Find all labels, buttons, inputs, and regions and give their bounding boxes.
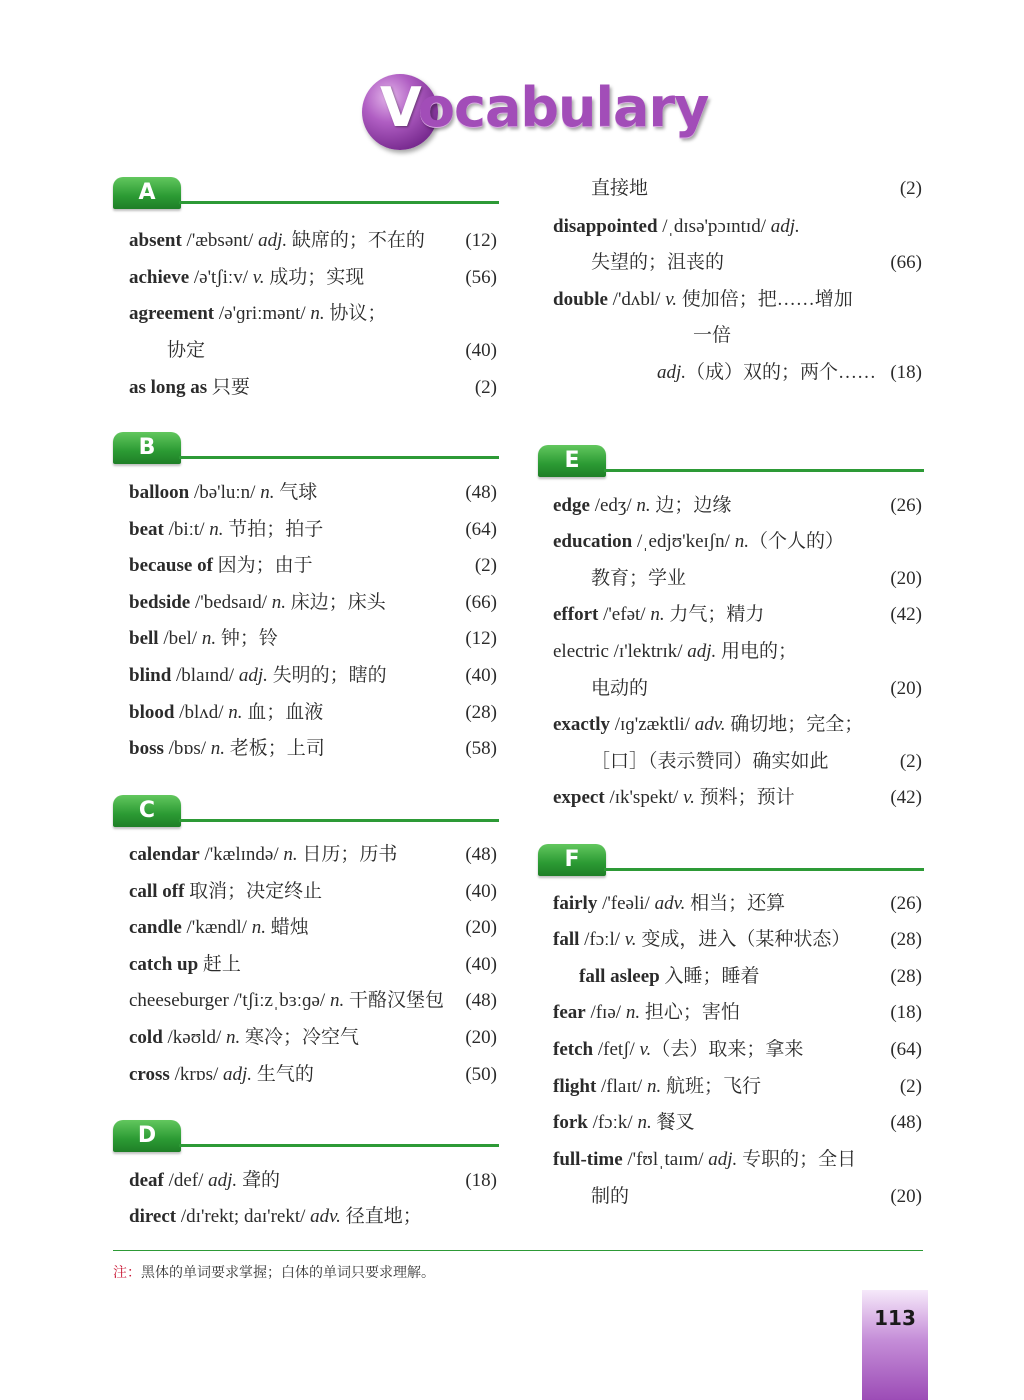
- part-of-speech: n.: [209, 519, 224, 540]
- page-ref: (40): [465, 881, 497, 902]
- part-of-speech: adj.: [208, 1170, 238, 1191]
- definition: 血；血液: [242, 702, 324, 723]
- part-of-speech: n.: [201, 628, 217, 649]
- vocab-entry: [553, 1108, 922, 1138]
- page-ref: (48): [465, 482, 497, 503]
- vocab-entry: [553, 998, 922, 1028]
- definition: 节拍；拍子: [223, 519, 324, 540]
- phonetic: /'dʌbl/: [607, 289, 666, 310]
- section-rule: [604, 469, 924, 472]
- definition: 用电的；: [716, 641, 798, 662]
- vocab-entry: [129, 478, 497, 508]
- page-ref: (26): [890, 893, 922, 914]
- part-of-speech: n.: [271, 592, 287, 613]
- page-ref: (18): [465, 1170, 497, 1191]
- vocab-entry: [129, 551, 497, 581]
- definition: 入睡；睡着: [664, 966, 760, 987]
- vocab-entry: [129, 299, 497, 329]
- page-ref: (42): [890, 787, 922, 808]
- definition: 失望的；沮丧的: [591, 252, 725, 273]
- phonetic: /kəʊld/: [162, 1027, 226, 1048]
- headword: edge: [553, 495, 590, 516]
- phonetic: /ə'tʃiːv/: [189, 267, 253, 288]
- vocab-entry: [591, 248, 922, 278]
- phonetic: /fetʃ/: [593, 1039, 640, 1060]
- definition: 使加倍；把……增加: [676, 289, 853, 310]
- section-letter-tab: E: [538, 445, 606, 477]
- headword: cold: [129, 1027, 163, 1048]
- part-of-speech: v.: [683, 787, 695, 808]
- definition: 确切地；完全；: [725, 714, 864, 735]
- vocab-entry: [553, 212, 922, 242]
- definition: 蜡烛: [265, 917, 309, 938]
- definition: 协定: [167, 340, 206, 361]
- page-ref: (40): [465, 340, 497, 361]
- headword: disappointed: [553, 216, 658, 237]
- headword: expect: [553, 787, 605, 808]
- definition: 取消；决定终止: [189, 881, 323, 902]
- definition: 相当；还算: [685, 893, 786, 914]
- definition: 聋的: [237, 1170, 280, 1191]
- phonetic: /'æbsənt/: [181, 230, 259, 251]
- phonetic: /bə'luːn/: [189, 482, 261, 503]
- page-ref: (58): [465, 738, 497, 759]
- vocab-entry: [129, 624, 497, 654]
- headword: cross: [129, 1064, 170, 1085]
- vocab-entry: [553, 1035, 922, 1065]
- phonetic: /ɪk'spekt/: [604, 787, 684, 808]
- definition: 因为；由于: [217, 555, 313, 576]
- title-text: [380, 76, 708, 139]
- definition: 制的: [591, 1186, 630, 1207]
- page-ref: (20): [465, 1027, 497, 1048]
- page-ref: (28): [890, 929, 922, 950]
- vocab-entry: [167, 336, 497, 366]
- part-of-speech: n.: [625, 1002, 641, 1023]
- vocab-entry: [129, 226, 497, 256]
- section-rule: [179, 819, 499, 822]
- headword: education: [553, 531, 633, 552]
- vocab-entry: [129, 1060, 497, 1090]
- part-of-speech: n.: [329, 990, 345, 1011]
- part-of-speech: n.: [283, 844, 298, 865]
- page-ref: (64): [890, 1039, 922, 1060]
- headword: deaf: [129, 1170, 164, 1191]
- note-label: 注：: [113, 1265, 141, 1281]
- phonetic: /bel/: [158, 628, 202, 649]
- page-ref: (12): [465, 230, 497, 251]
- definition: 缺席的；不在的: [287, 230, 425, 251]
- phonetic: /blaɪnd/: [171, 665, 239, 686]
- headword: double: [553, 289, 608, 310]
- headword: calendar: [129, 844, 200, 865]
- definition: 边；边缘: [650, 495, 732, 516]
- headword: blind: [129, 665, 172, 686]
- phonetic: /'kælɪndə/: [199, 844, 284, 865]
- vocab-entry: [553, 889, 922, 919]
- headword: flight: [553, 1076, 597, 1097]
- definition: 预料；预计: [694, 787, 795, 808]
- page-ref: (20): [890, 678, 922, 699]
- part-of-speech: n.: [646, 1076, 662, 1097]
- definition: 航班；飞行: [661, 1076, 761, 1097]
- page-ref: (64): [465, 519, 497, 540]
- section-letter-tab: D: [113, 1120, 181, 1152]
- definition: 担心；害怕: [640, 1002, 740, 1023]
- page-ref: (26): [890, 495, 922, 516]
- part-of-speech: adj.: [258, 230, 288, 251]
- headword: achieve: [129, 267, 190, 288]
- phonetic: /'bedsaɪd/: [190, 592, 272, 613]
- vocab-entry: [129, 877, 497, 907]
- page-ref: (40): [465, 665, 497, 686]
- page-ref: (2): [474, 377, 497, 398]
- section-rule: [179, 201, 499, 204]
- vocab-entry: [579, 962, 922, 992]
- phonetic: /fɔːk/: [587, 1112, 638, 1133]
- definition: 寒冷；冷空气: [240, 1027, 359, 1048]
- part-of-speech: adj.: [708, 1149, 738, 1170]
- definition: 教育；学业: [591, 568, 687, 589]
- headword: candle: [129, 917, 182, 938]
- page-ref: (66): [465, 592, 497, 613]
- headword: fork: [553, 1112, 588, 1133]
- section-rule: [179, 1144, 499, 1147]
- definition: （个人的）: [748, 531, 844, 552]
- definition: 气球: [274, 482, 318, 503]
- section-rule: [604, 868, 924, 871]
- page-ref: (48): [465, 844, 497, 865]
- part-of-speech: n.: [210, 738, 225, 759]
- note-text: 黑体的单词要求掌握；白体的单词只要求理解。: [141, 1265, 435, 1281]
- definition: 直接地: [591, 178, 649, 199]
- vocab-entry: [129, 1202, 497, 1232]
- headword: fetch: [553, 1039, 594, 1060]
- part-of-speech: adv.: [310, 1206, 341, 1227]
- page-ref: (18): [890, 362, 922, 383]
- definition: 干酪汉堡包: [344, 990, 444, 1011]
- phonetic: /blʌd/: [174, 702, 229, 723]
- vocab-entry: [657, 358, 922, 388]
- phonetic: /dɪ'rekt; daɪ'rekt/: [176, 1206, 311, 1227]
- vocab-entry: [129, 373, 497, 403]
- page-ref: (48): [890, 1112, 922, 1133]
- vocab-entry: [129, 1166, 497, 1196]
- page-ref: (20): [890, 1186, 922, 1207]
- vocab-entry: [129, 734, 497, 764]
- section-header-a: [113, 177, 499, 211]
- page-ref: (28): [890, 966, 922, 987]
- phonetic: /'efət/: [598, 604, 651, 625]
- vocab-entry: [553, 783, 922, 813]
- definition: 赶上: [202, 954, 241, 975]
- phonetic: /'kændl/: [181, 917, 252, 938]
- vocab-entry: [553, 527, 922, 557]
- part-of-speech: v.: [665, 289, 677, 310]
- definition: 一倍: [693, 325, 732, 346]
- phonetic: /ˌdɪsə'pɔɪntɪd/: [657, 216, 771, 237]
- page-number: 113: [874, 1306, 916, 1330]
- vocab-entry: [553, 491, 922, 521]
- vocab-entry: [553, 925, 922, 955]
- part-of-speech: n.: [637, 1112, 652, 1133]
- definition: 老板；上司: [225, 738, 325, 759]
- headword: blood: [129, 702, 175, 723]
- part-of-speech: adv.: [694, 714, 726, 735]
- part-of-speech: n.: [228, 702, 243, 723]
- vocab-entry: [591, 564, 922, 594]
- part-of-speech: n.: [734, 531, 749, 552]
- phonetic: /def/: [163, 1170, 209, 1191]
- headword: fairly: [553, 893, 598, 914]
- vocab-entry: [553, 600, 922, 630]
- definition: 日历；历书: [297, 844, 398, 865]
- headword: agreement: [129, 303, 215, 324]
- phonetic: /'feəli/: [597, 893, 655, 914]
- vocab-entry: [591, 747, 922, 777]
- section-letter-tab: B: [113, 432, 181, 464]
- part-of-speech: adj.: [770, 216, 800, 237]
- title-first-letter: V: [380, 76, 418, 139]
- part-of-speech: v.: [624, 929, 637, 950]
- phonetic: /ɪɡ'zæktli/: [609, 714, 695, 735]
- vocab-entry: [553, 637, 922, 667]
- phonetic: /bɒs/: [163, 738, 211, 759]
- vocab-entry: [693, 321, 922, 351]
- headword: fall asleep: [579, 966, 660, 987]
- phonetic: electric /ɪ'lektrɪk/: [553, 641, 688, 662]
- section-rule: [179, 456, 499, 459]
- definition: 协议；: [324, 303, 387, 324]
- page-ref: (18): [890, 1002, 922, 1023]
- part-of-speech: n.: [310, 303, 325, 324]
- page-ref: (2): [899, 1076, 922, 1097]
- definition: 力气；精力: [664, 604, 765, 625]
- part-of-speech: adv.: [654, 893, 686, 914]
- definition: 变成，进入（某种状态）: [636, 929, 851, 950]
- part-of-speech: n.: [650, 604, 665, 625]
- title-rest: ocabulary: [417, 76, 709, 139]
- page-ref: (56): [465, 267, 497, 288]
- page-ref: (40): [465, 954, 497, 975]
- definition: 床边；床头: [286, 592, 386, 613]
- definition: 失明的；瞎的: [267, 665, 387, 686]
- section-header-b: [113, 432, 499, 466]
- page-ref: (50): [465, 1064, 497, 1085]
- headword: fall: [553, 929, 580, 950]
- vocab-entry: [129, 950, 497, 980]
- vocab-entry: [553, 1072, 922, 1102]
- part-of-speech: v.: [639, 1039, 652, 1060]
- phonetic: /edʒ/: [589, 495, 637, 516]
- headword: beat: [129, 519, 164, 540]
- headword: bell: [129, 628, 159, 649]
- section-header-f: [538, 844, 924, 878]
- headword: effort: [553, 604, 599, 625]
- page-ref: (20): [890, 568, 922, 589]
- part-of-speech: n.: [260, 482, 275, 503]
- page-number-box: [862, 1290, 928, 1400]
- headword: catch up: [129, 954, 199, 975]
- page-title: [360, 68, 709, 154]
- definition: 电动的: [591, 678, 649, 699]
- phonetic: /fɔːl/: [579, 929, 625, 950]
- headword: bedside: [129, 592, 191, 613]
- vocab-entry: [553, 710, 922, 740]
- page-ref: (2): [474, 555, 497, 576]
- definition: 成功；实现: [264, 267, 365, 288]
- section-letter-tab: A: [113, 177, 181, 209]
- part-of-speech: v.: [252, 267, 265, 288]
- headword: boss: [129, 738, 164, 759]
- vocab-entry: [129, 986, 497, 1016]
- definition: 生气的: [252, 1064, 314, 1085]
- definition: ［口］（表示赞同）确实如此: [591, 751, 829, 772]
- section-header-c: [113, 795, 499, 829]
- page-ref: (20): [465, 917, 497, 938]
- vocab-entry: [129, 1023, 497, 1053]
- vocab-entry: [591, 174, 922, 204]
- phonetic: /'fʊlˌtaɪm/: [622, 1149, 709, 1170]
- headword: exactly: [553, 714, 610, 735]
- headword: fear: [553, 1002, 586, 1023]
- phonetic: /krɒs/: [169, 1064, 224, 1085]
- part-of-speech: adj.: [657, 362, 687, 383]
- vocab-entry: [129, 515, 497, 545]
- page-ref: (28): [465, 702, 497, 723]
- definition: 只要: [211, 377, 250, 398]
- vocab-entry: [553, 285, 922, 315]
- phonetic: cheeseburger /'tʃiːzˌbɜːɡə/: [129, 990, 330, 1011]
- headword: absent: [129, 230, 182, 251]
- vocab-entry: [591, 1182, 922, 1212]
- page-ref: (2): [899, 751, 922, 772]
- vocab-entry: [553, 1145, 922, 1175]
- phonetic: /flaɪt/: [596, 1076, 647, 1097]
- phonetic: /fɪə/: [585, 1002, 626, 1023]
- definition: （去）取来；拿来: [651, 1039, 804, 1060]
- part-of-speech: adj.: [238, 665, 268, 686]
- vocab-entry: [129, 698, 497, 728]
- definition: 钟；铃: [216, 628, 278, 649]
- page-ref: (12): [465, 628, 497, 649]
- footer-note: [113, 1262, 435, 1282]
- headword: balloon: [129, 482, 190, 503]
- phonetic: /ə'ɡriːmənt/: [214, 303, 311, 324]
- vocab-entry: [129, 661, 497, 691]
- part-of-speech: n.: [251, 917, 266, 938]
- part-of-speech: adj.: [223, 1064, 253, 1085]
- vocab-entry: [129, 913, 497, 943]
- headword: direct: [129, 1206, 177, 1227]
- part-of-speech: adj.: [687, 641, 717, 662]
- definition: 专职的；全日: [737, 1149, 857, 1170]
- vocab-entry: [129, 263, 497, 293]
- part-of-speech: n.: [225, 1027, 241, 1048]
- definition: 餐叉: [651, 1112, 695, 1133]
- headword: call off: [129, 881, 185, 902]
- page-ref: (2): [899, 178, 922, 199]
- headword: because of: [129, 555, 213, 576]
- vocab-entry: [591, 674, 922, 704]
- page-ref: (66): [890, 252, 922, 273]
- definition: 径直地；: [340, 1206, 422, 1227]
- definition: （成）双的；两个……: [686, 362, 877, 383]
- vocab-entry: [129, 840, 497, 870]
- part-of-speech: n.: [636, 495, 651, 516]
- phonetic: /ˌedjʊ'keɪʃn/: [632, 531, 735, 552]
- section-letter-tab: C: [113, 795, 181, 827]
- section-header-e: [538, 445, 924, 479]
- phonetic: /biːt/: [163, 519, 210, 540]
- headword: full-time: [553, 1149, 623, 1170]
- vocab-entry: [129, 588, 497, 618]
- section-header-d: [113, 1120, 499, 1154]
- footer-divider: [113, 1250, 923, 1251]
- page-ref: (48): [465, 990, 497, 1011]
- headword: as long as: [129, 377, 208, 398]
- page-ref: (42): [890, 604, 922, 625]
- section-letter-tab: F: [538, 844, 606, 876]
